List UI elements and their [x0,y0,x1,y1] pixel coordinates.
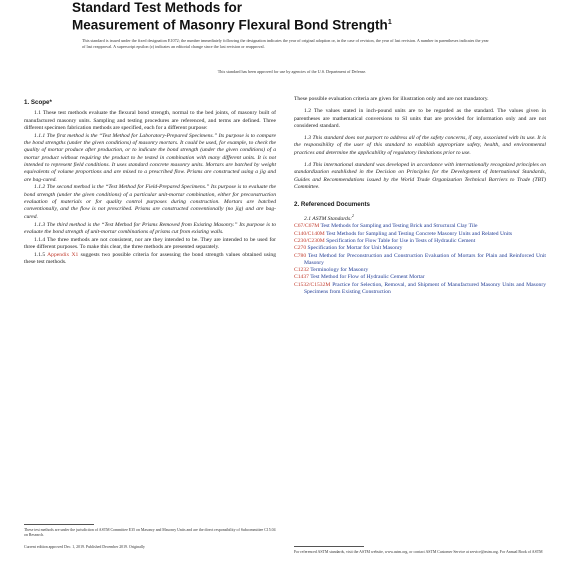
paragraph-1-1-4: 1.1.4 The three methods are not consistent, nor are they intended to be. They are intended to be used for three different purposes. To make this clear, the three methods are presented separately. [24,236,276,251]
reference-code-link[interactable]: C780 [294,252,307,259]
document-title [72,0,512,33]
reference-title-link[interactable]: Specification for Flow Table for Use in Tests of Hydraulic Cement [324,237,476,244]
reference-item [294,253,546,268]
footnote-edition: Current edition approved Dec. 1, 2019. Published December 2019. Originally [24,545,145,549]
reference-title-link[interactable]: Test Methods for Sampling and Testing Brick and Structural Clay Tile [319,223,478,230]
paragraph-1-1-1: 1.1.1 The first method is the “Test Method for Laboratory-Prepared Specimens.” Its purpose is to compare the bond strengths (under the given conditions) of masonry mortars. It could be used, for example, to check the quality of mortar produce after production, or to indicate the bond strength (under the given conditions) of a mortar product without requiring the product to be tested in combination with many different units. It is not intended to represent field conditions. It uses standard concrete masonry units. Mortars are batched by weight equivalents of volume proportions and are mixed to a prescribed flow. Prisms are constructed using a jig and are bag-cured. [24,132,276,183]
title-line-2 [72,15,512,33]
reference-code-link[interactable]: C140/C140M [294,230,325,237]
reference-title-link[interactable]: Test Method for Preconstruction and Construction Evaluation of Mortars for Plain and Reinforced Unit Masonry [304,252,546,266]
paragraph-1-3: 1.3 This standard does not purport to address all of the safety concerns, if any, associated with its use. It is the responsibility of the user of this standard to establish appropriate safety, health, and environmental practices and determine the applicability of regulatory limitations prior to use. [294,135,546,156]
reference-item [294,223,546,230]
reference-title-link[interactable]: Terminology for Masonry [308,267,369,274]
reference-title-link[interactable]: Test Methods for Sampling and Testing Concrete Masonry Units and Related Units [324,230,513,237]
reference-item [294,282,546,297]
astm-footnote-mark: 2 [352,213,354,218]
scope-continuation: These possible evaluation criteria are given for illustration only and are not mandatory. [294,96,489,102]
paragraph-1-1-5 [24,252,276,267]
designation-notice: This standard is issued under the fixed designation E1072; the number immediately following the designation indicates the year of original adoption or, in the case of revision, the year of last revision. A number in parentheses indicates the year of last reapproval. A superscript epsilon (ε) indicates an editorial change since the last revision or reapproval. [82,38,489,49]
footnote-1: These test methods are under the jurisdiction of ASTM Committee E35 on Masonry and Masonry Units and are the direct responsibility of Subcommittee C15.04 on Research. [24,528,276,537]
reference-title-link[interactable]: Practice for Selection, Removal, and Shipment of Manufactured Masonry Units and Masonry Specimens from Existing Construction [304,281,546,295]
reference-item [294,274,546,281]
reference-item [294,245,546,252]
left-footnote-rule [24,524,94,525]
paragraph-1-4: 1.4 This international standard was developed in accordance with internationally recognized principles on standardization established in the Decision on Principles for the Development of International Standards, Guides and Recommendations issued by the World Trade Organization Technical Barriers to Trade (TBT) Committee. [294,162,546,190]
referenced-documents-heading: 2. Referenced Documents [294,201,370,209]
paragraph-1-1-5-post: suggests two possible criteria for assessing the bond strength values obtained using these test methods. [24,251,276,266]
reference-code-link[interactable]: C1532/C1532M [294,281,331,288]
title-line-1: Standard Test Methods for [72,0,243,15]
reference-code-link[interactable]: C270 [294,245,307,252]
scope-heading: 1. Scope* [24,99,52,106]
reference-list [294,223,546,296]
paragraph-1-2: 1.2 The values stated in inch-pound units are to be regarded as the standard. The values given in parentheses are mathematical conversions to SI units that are provided for information only and are not considered standard. [294,108,546,129]
right-footnote-rule [294,546,364,547]
paragraph-1-1-2: 1.1.2 The second method is the “Test Method for Field-Prepared Specimens.” Its purpose is to evaluate the bond strength (under the given conditions) of a particular unit-mortar combination, either for preconstruction evaluation of materials or for quality control purposes during construction. Mortars are batched conventionally, and the flow is not prescribed. Prisms are constructed conventionally (no jig) and are bag-cured. [24,184,276,220]
dod-approval-notice: This standard has been approved for use by agencies of the U.S. Department of Defense. [217,69,367,74]
paragraph-1-1-3: 1.1.3 The third method is the “Test Method for Prisms Removed from Existing Masonry.” Its purpose is to evaluate the bond strength of unit-mortar combinations of prisms cut from existing walls. [24,221,276,235]
paragraph-1-1-5-pre: 1.1.5 [34,251,48,258]
reference-code-link[interactable]: C67/C67M [294,223,320,230]
astm-standards-label [294,213,546,223]
footnote-2: For referenced ASTM standards, visit the ASTM website, www.astm.org, or contact ASTM Customer Service at service@astm.org. For Annual Book of ASTM [294,550,543,554]
paragraph-1-1: 1.1 These test methods evaluate the flexural bond strength, normal to the bed joints, of masonry built of manufactured masonry units. Sampling and testing procedures are referenced, and terms are defined. Three different specimen fabrication methods are specified, each for a different purpose: [24,110,276,131]
title-footnote-mark: 1 [387,19,392,26]
reference-code-link[interactable]: C1232 [294,267,309,274]
reference-item [294,231,546,238]
appendix-x1-link[interactable]: Appendix X1 [47,251,79,258]
left-column [24,96,276,267]
reference-title-link[interactable]: Specification for Mortar for Unit Masonry [306,245,403,252]
reference-code-link[interactable]: C230/C230M [294,237,325,244]
reference-code-link[interactable]: C1437 [294,274,309,281]
title-line-2-text: Measurement of Masonry Flexural Bond Strength [72,17,388,33]
right-column [294,96,546,296]
reference-title-link[interactable]: Test Method for Flow of Hydraulic Cement Mortar [308,274,425,281]
astm-standards-text: 2.1 ASTM Standards: [304,215,353,222]
